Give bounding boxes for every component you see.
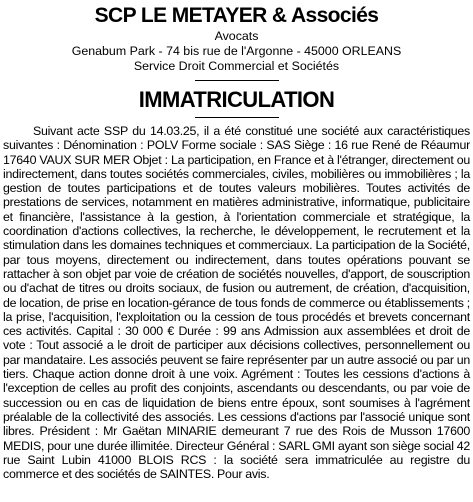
header-divider (195, 80, 279, 81)
firm-address: Genabum Park - 74 bis rue de l'Argonne - 45000 ORLEANS (71, 44, 402, 58)
title-divider (195, 117, 279, 118)
notice-body: Suivant acte SSP du 14.03.25, il a été constitué une société aux caractéristiques suivantes : Dénomination : POLV Forme sociale : SAS Siège : 16 rue René de Réaumur 17640 VAUX SUR MER Objet : La participation, en France et à l'étranger, directement ou indirectement, dans toutes sociétés commerciales, civiles, mobilières ou immobilières ; la gestion de toutes participations et de toutes valeurs mobilières. Toutes activités de prestations de services, notamment en matières administrative, informatique, publicitaire et financière, l'assistance à la gestion, à l'orientation commerciale et stratégique, la coordination d'actions collectives, la recherche, le développement, le recrutement et la stimulation dans les domaines techniques et commerciaux. La participation de la Société, par tous moyens, directement ou indirectement, dans toutes opérations pouvant se rattacher à son objet par voie de création de sociétés nouvelles, d'apport, de souscription ou d'achat de titres ou droits sociaux, de fusion ou autrement, de création, d'acquisition, de location, de prise en location-gérance de tous fonds de commerce ou établissements ; la prise, l'acquisition, l'exploitation ou la cession de tous procédés et brevets concernant ces activités. Capital : 30 000 € Durée : 99 ans Admission aux assemblées et droit de vote : Tout associé a le droit de participer aux décisions collectives, personnellement ou par mandataire. Les associés peuvent se faire représenter par un autre associé ou par un tiers. Chaque action donne droit à une voix. Agrément : Toutes les cessions d'actions à l'exception de celles au profit des conjoints, ascendants ou descendants, ou par voie de succession ou en cas de liquidation de biens entre époux, sont soumises à l'agrément préalable de la collectivité des associés. Les cessions d'actions par l'associé unique sont libres. Président : Mr Gaëtan MINARIE demeurant 7 rue des Rois de Musson 17600 MEDIS, pour une durée illimitée. Directeur Général : SARL GMI ayant son siège social 42 rue Saint Lubin 41000 BLOIS RCS : la société sera immatriculée au registre du commerce et des sociétés de SAINTES. Pour avis. (3, 124, 470, 482)
firm-department: Service Droit Commercial et Sociétés (133, 59, 340, 73)
notice-title: IMMATRICULATION (138, 87, 335, 112)
firm-name: SCP LE METAYER & Associés (94, 4, 379, 27)
firm-profession: Avocats (214, 29, 259, 43)
